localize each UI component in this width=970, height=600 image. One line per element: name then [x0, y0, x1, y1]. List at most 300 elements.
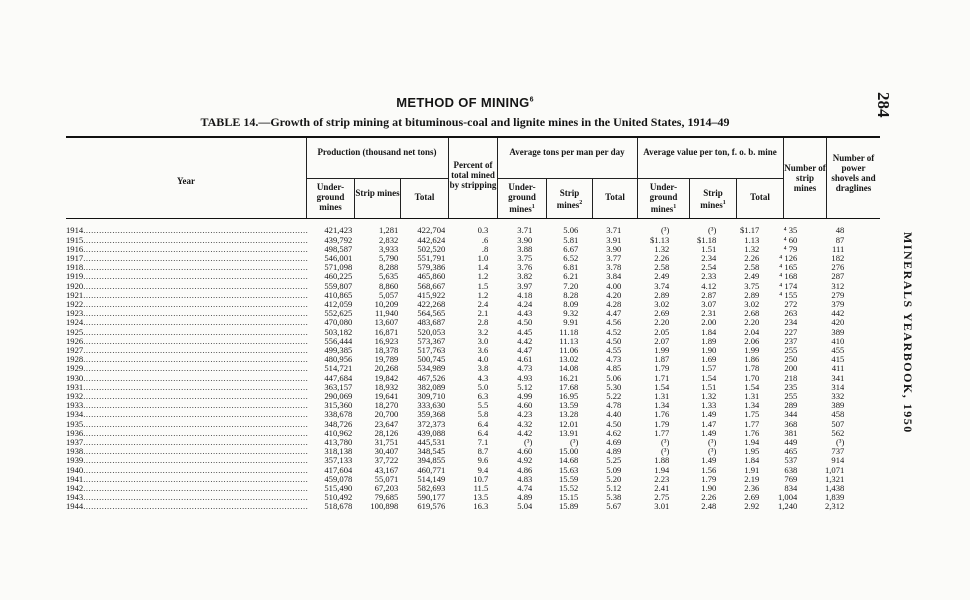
avg-value-total-cell: 2.69: [744, 493, 760, 502]
strip-mine-count-cell: 381: [784, 429, 798, 438]
dot-leader: .....................................................................................: [83, 484, 309, 493]
strip-mine-count-cell: 255: [784, 392, 798, 401]
strip-mine-count-cell: 237: [784, 337, 798, 346]
strip-production-cell: 16,871: [374, 327, 399, 337]
total-production-cell: 517,763: [417, 346, 446, 355]
dot-leader: .....................................................................................: [83, 235, 309, 245]
header-val-strip: Strip mines$^1$: [700, 188, 726, 210]
footnote-mark: 1: [531, 204, 535, 210]
total-production-cell: 394,855: [417, 456, 446, 465]
header-underground: Under-ground mines: [316, 182, 345, 212]
avg-tons-total-cell: 4.85: [606, 364, 622, 373]
total-production-cell: 442,624: [417, 235, 446, 245]
avg-value-underground-cell: 2.20: [654, 318, 670, 327]
shovel-count-cell: 507: [831, 419, 845, 429]
table-row: [66, 300, 844, 309]
year-cell: [66, 309, 308, 318]
percent-stripping-cell: 3.8: [477, 364, 489, 373]
avg-tons-underground-cell: 4.42: [517, 337, 533, 346]
year-label: 1926: [66, 337, 84, 346]
avg-tons-total-cell: 4.73: [606, 355, 622, 364]
avg-tons-total-cell: 5.25: [606, 456, 622, 465]
percent-stripping-cell: 3.6: [477, 346, 489, 355]
strip-production-cell: 3,933: [378, 245, 399, 254]
table-row: [66, 456, 844, 465]
avg-value-total-cell: 2.04: [744, 327, 760, 337]
shovel-count-cell: 1,071: [824, 465, 845, 475]
avg-tons-underground-cell: 4.73: [517, 364, 533, 373]
avg-value-underground-cell: 1.99: [654, 346, 670, 355]
strip-mine-count-cell: 272: [784, 300, 798, 309]
strip-production-cell: 8,288: [378, 263, 399, 272]
table-row: [66, 263, 844, 272]
avg-tons-underground-cell: 4.60: [517, 401, 533, 410]
table-row: [66, 245, 844, 254]
avg-value-strip-cell: 1.49: [701, 410, 717, 419]
avg-tons-strip-cell: 12.01: [558, 419, 579, 429]
strip-production-cell: 100,898: [370, 502, 399, 511]
underground-production-cell: 460,225: [324, 272, 353, 281]
table-row: [66, 364, 844, 373]
percent-stripping-cell: .6: [481, 235, 489, 245]
avg-tons-underground-cell: 3.88: [517, 245, 533, 254]
shovel-count-cell: 458: [831, 410, 845, 419]
header-val-total: Total: [750, 192, 770, 202]
group-rule: [497, 178, 783, 179]
avg-tons-strip-cell: 15.00: [558, 447, 579, 456]
header-val-underground: Under-ground mines$^1$: [649, 182, 678, 214]
avg-tons-total-cell: 4.89: [606, 447, 622, 456]
year-label: 1924: [66, 318, 84, 327]
year-cell: [66, 373, 308, 383]
avg-tons-underground-cell: 4.47: [517, 346, 533, 355]
underground-production-cell: 290,069: [324, 392, 353, 401]
strip-production-cell: 18,378: [374, 346, 399, 355]
underground-production-cell: 552,625: [324, 309, 353, 318]
shovel-count-cell: 389: [831, 327, 845, 337]
avg-value-strip-cell: 2.54: [701, 263, 717, 272]
year-label: 1934: [66, 410, 84, 419]
percent-stripping-cell: 1.2: [477, 272, 489, 281]
strip-mine-count-cell: ⁴ 165: [779, 263, 798, 272]
year-cell: [66, 318, 308, 327]
strip-mine-count-cell: ⁴ 60: [783, 235, 798, 245]
year-label: 1931: [66, 383, 84, 392]
underground-production-cell: 556,444: [324, 337, 353, 346]
footnote-mark: 1: [722, 200, 726, 206]
avg-value-total-cell: 2.49: [744, 272, 760, 281]
avg-tons-underground-cell: 3.76: [517, 263, 533, 272]
avg-tons-total-cell: 5.12: [606, 484, 622, 493]
avg-tons-strip-cell: 13.02: [558, 355, 579, 364]
avg-tons-total-cell: 5.06: [606, 373, 622, 383]
table-row: [66, 254, 844, 263]
year-cell: [66, 346, 308, 355]
avg-value-underground-cell: 1.87: [654, 355, 670, 364]
avg-tons-total-cell: 4.50: [606, 337, 622, 346]
table-row: [66, 309, 844, 318]
shovel-count-cell: 737: [831, 447, 845, 456]
avg-tons-strip-cell: 8.28: [563, 291, 579, 300]
shovel-count-cell: 420: [831, 318, 845, 327]
strip-mine-count-cell: 769: [784, 475, 798, 484]
percent-stripping-cell: 1.5: [477, 281, 489, 291]
year-cell: [66, 401, 308, 410]
underground-production-cell: 515,490: [324, 484, 353, 493]
percent-stripping-cell: 5.0: [477, 383, 489, 392]
year-cell: [66, 327, 308, 337]
header-avg-underground: Under-ground mines$^1$: [508, 182, 536, 214]
percent-stripping-cell: 1.0: [477, 254, 489, 263]
underground-production-cell: 514,721: [324, 364, 353, 373]
shovel-count-cell: 2,312: [824, 502, 845, 511]
strip-production-cell: 30,407: [374, 447, 399, 456]
total-production-cell: 590,177: [417, 493, 446, 502]
year-label: 1916: [66, 245, 84, 254]
total-production-cell: 372,373: [417, 419, 446, 429]
underground-production-cell: 421,423: [324, 226, 353, 235]
total-production-cell: 579,386: [417, 263, 446, 272]
shovel-count-cell: 442: [831, 309, 845, 318]
shovel-count-cell: 341: [831, 373, 845, 383]
table-row: [66, 373, 844, 383]
avg-tons-total-cell: 4.78: [606, 401, 622, 410]
total-production-cell: 348,545: [417, 447, 446, 456]
underground-production-cell: 459,078: [324, 475, 353, 484]
strip-production-cell: 5,057: [378, 291, 399, 300]
strip-mine-count-cell: 263: [784, 309, 798, 318]
avg-tons-strip-cell: 14.08: [558, 364, 579, 373]
avg-value-strip-cell: 1.90: [701, 346, 717, 355]
underground-production-cell: 338,678: [324, 410, 353, 419]
strip-mine-count-cell: 235: [784, 383, 798, 392]
avg-value-total-cell: 1.99: [744, 346, 760, 355]
year-cell: [66, 447, 308, 456]
avg-value-strip-cell: 2.26: [701, 493, 717, 502]
shovel-count-cell: 332: [831, 392, 845, 401]
percent-stripping-cell: 9.4: [477, 465, 489, 475]
dot-leader: .....................................................................................: [83, 465, 309, 475]
year-cell: [66, 475, 308, 484]
strip-production-cell: 67,203: [374, 484, 399, 493]
strip-mine-count-cell: 638: [784, 465, 798, 475]
avg-tons-total-cell: 5.20: [606, 475, 622, 484]
avg-value-strip-cell: 1.69: [701, 355, 717, 364]
avg-value-strip-cell: 1.49: [701, 429, 717, 438]
dot-leader: .....................................................................................: [83, 373, 309, 383]
avg-value-underground-cell: 3.74: [654, 281, 670, 291]
underground-production-cell: 498,587: [324, 245, 353, 254]
strip-mine-count-cell: 449: [784, 438, 798, 447]
underground-production-cell: 571,098: [324, 263, 353, 272]
running-head: MINERALS YEARBOOK, 1950: [901, 232, 915, 434]
year-label: 1941: [66, 475, 84, 484]
year-label: 1921: [66, 291, 84, 300]
year-cell: [66, 355, 308, 364]
avg-value-strip-cell: 1.54: [701, 373, 717, 383]
header-total: Total: [414, 192, 435, 202]
avg-tons-total-cell: 3.84: [606, 272, 622, 281]
year-label: 1914: [66, 226, 84, 235]
avg-value-total-cell: 2.26: [744, 254, 760, 263]
year-label: 1938: [66, 447, 84, 456]
avg-tons-strip-cell: 13.91: [558, 429, 579, 438]
percent-stripping-cell: 8.7: [477, 447, 489, 456]
avg-value-total-cell: 1.77: [744, 419, 760, 429]
avg-tons-total-cell: 3.90: [606, 245, 622, 254]
year-label: 1919: [66, 272, 84, 281]
table-row: [66, 465, 844, 475]
dot-leader: .....................................................................................: [83, 281, 309, 291]
year-cell: [66, 410, 308, 419]
avg-tons-underground-cell: 4.50: [517, 318, 533, 327]
avg-value-total-cell: 1.34: [744, 401, 760, 410]
percent-stripping-cell: 1.2: [477, 291, 489, 300]
table-row: [66, 318, 844, 327]
year-cell: [66, 419, 308, 429]
year-label: 1927: [66, 346, 84, 355]
avg-value-underground-cell: 2.89: [654, 291, 670, 300]
underground-production-cell: 546,001: [324, 254, 353, 263]
avg-value-underground-cell: 2.69: [654, 309, 670, 318]
avg-value-total-cell: 1.75: [744, 410, 760, 419]
percent-stripping-cell: 11.5: [473, 484, 489, 493]
avg-value-underground-cell: 2.49: [654, 272, 670, 281]
strip-mine-count-cell: 234: [784, 318, 798, 327]
dot-leader: .....................................................................................: [83, 438, 309, 447]
year-cell: [66, 235, 308, 245]
avg-value-total-cell: 1.86: [744, 355, 760, 364]
strip-production-cell: 13,607: [374, 318, 399, 327]
avg-tons-strip-cell: 13.28: [558, 410, 579, 419]
total-production-cell: 382,089: [417, 383, 446, 392]
shovel-count-cell: 1,321: [824, 475, 845, 484]
strip-mine-count-cell: ⁴ 174: [779, 281, 798, 291]
underground-production-cell: 518,678: [324, 502, 353, 511]
footnote-mark: 2: [579, 200, 583, 206]
strip-mine-count-cell: 250: [784, 355, 798, 364]
avg-tons-total-cell: 4.56: [606, 318, 622, 327]
strip-production-cell: 43,167: [374, 465, 399, 475]
underground-production-cell: 412,059: [324, 300, 353, 309]
year-cell: [66, 245, 308, 254]
avg-value-underground-cell: 2.23: [654, 475, 670, 484]
avg-value-total-cell: 1.91: [744, 465, 760, 475]
shovel-count-cell: 48: [835, 226, 845, 235]
shovel-count-cell: 914: [831, 456, 845, 465]
table-row: [66, 438, 844, 447]
percent-stripping-cell: 5.5: [477, 401, 489, 410]
avg-tons-underground-cell: 4.32: [517, 419, 533, 429]
underground-production-cell: 499,385: [324, 346, 353, 355]
avg-value-underground-cell: 3.02: [654, 300, 670, 309]
strip-production-cell: 18,270: [374, 401, 399, 410]
percent-stripping-cell: 13.5: [473, 493, 489, 502]
year-cell: [66, 456, 308, 465]
year-label: 1932: [66, 392, 84, 401]
dot-leader: .....................................................................................: [83, 447, 309, 456]
strip-mine-count-cell: 537: [784, 456, 798, 465]
shovel-count-cell: 389: [831, 401, 845, 410]
header-avg-total: Total: [605, 192, 625, 202]
avg-tons-underground-cell: 5.04: [517, 502, 533, 511]
avg-tons-underground-cell: 4.24: [517, 300, 533, 309]
avg-value-strip-cell: 1.57: [701, 364, 717, 373]
dot-leader: .....................................................................................: [83, 419, 309, 429]
avg-tons-strip-cell: 15.59: [558, 475, 579, 484]
avg-tons-underground-cell: 4.89: [517, 493, 533, 502]
strip-production-cell: 37,722: [374, 456, 399, 465]
avg-value-strip-cell: 1.84: [701, 327, 717, 337]
avg-tons-total-cell: 3.77: [606, 254, 622, 263]
avg-value-underground-cell: $1.13: [649, 235, 670, 245]
top-rule: [66, 136, 880, 138]
avg-tons-strip-cell: 11.18: [559, 327, 579, 337]
underground-production-cell: 315,360: [324, 401, 353, 410]
avg-tons-strip-cell: 15.52: [558, 484, 579, 493]
avg-value-total-cell: 2.89: [744, 291, 760, 300]
avg-tons-strip-cell: 16.95: [558, 392, 579, 401]
avg-value-strip-cell: (³): [708, 447, 717, 456]
total-production-cell: 422,704: [417, 226, 446, 235]
avg-value-underground-cell: 3.01: [654, 502, 670, 511]
avg-tons-total-cell: 5.38: [606, 493, 622, 502]
shovel-count-cell: 1,839: [824, 493, 845, 502]
avg-tons-total-cell: 5.30: [606, 383, 622, 392]
table-row: [66, 383, 844, 392]
year-label: 1937: [66, 438, 84, 447]
avg-value-total-cell: 2.58: [744, 263, 760, 272]
percent-stripping-cell: .8: [481, 245, 489, 254]
underground-production-cell: 357,133: [324, 456, 353, 465]
avg-value-total-cell: 3.75: [744, 281, 760, 291]
total-production-cell: 415,922: [417, 291, 446, 300]
table-row: [66, 475, 844, 484]
year-label: 1915: [66, 235, 84, 245]
underground-production-cell: 318,138: [324, 447, 353, 456]
avg-tons-underground-cell: 3.71: [517, 226, 533, 235]
avg-value-total-cell: 2.68: [744, 309, 760, 318]
dot-leader: .....................................................................................: [83, 300, 309, 309]
strip-production-cell: 19,842: [374, 373, 399, 383]
table-row: [66, 410, 844, 419]
dot-leader: .....................................................................................: [83, 226, 309, 235]
data-table: [66, 226, 844, 511]
avg-value-strip-cell: $1.18: [696, 235, 717, 245]
table-row: [66, 327, 844, 337]
avg-value-underground-cell: 1.76: [654, 410, 670, 419]
shovel-count-cell: 182: [831, 254, 845, 263]
strip-mine-count-cell: 289: [784, 401, 798, 410]
strip-mine-count-cell: 227: [784, 327, 798, 337]
dot-leader: .....................................................................................: [83, 364, 309, 373]
avg-value-underground-cell: 2.58: [654, 263, 670, 272]
strip-mine-count-cell: 1,240: [777, 502, 798, 511]
dot-leader: .....................................................................................: [83, 318, 309, 327]
shovel-count-cell: 312: [831, 281, 845, 291]
strip-production-cell: 55,071: [374, 475, 399, 484]
strip-production-cell: 28,126: [374, 429, 399, 438]
avg-tons-strip-cell: (³): [570, 438, 579, 447]
avg-value-total-cell: 1.13: [744, 235, 760, 245]
year-cell: [66, 300, 308, 309]
avg-value-strip-cell: 1.32: [701, 392, 717, 401]
year-label: 1929: [66, 364, 84, 373]
avg-tons-total-cell: 3.91: [606, 235, 622, 245]
avg-tons-total-cell: 4.69: [606, 438, 622, 447]
strip-mine-count-cell: ⁴ 126: [779, 254, 798, 263]
avg-tons-underground-cell: 3.90: [517, 235, 533, 245]
avg-tons-underground-cell: 3.75: [517, 254, 533, 263]
underground-production-cell: 470,080: [324, 318, 353, 327]
year-label: 1925: [66, 327, 84, 337]
dot-leader: .....................................................................................: [83, 337, 309, 346]
avg-tons-underground-cell: (³): [524, 438, 533, 447]
year-cell: [66, 291, 308, 300]
year-cell: [66, 337, 308, 346]
avg-value-strip-cell: 2.34: [701, 254, 717, 263]
table-row: [66, 281, 844, 291]
avg-value-total-cell: 1.54: [744, 383, 760, 392]
avg-value-total-cell: 1.94: [744, 438, 760, 447]
percent-stripping-cell: 2.4: [477, 300, 489, 309]
avg-tons-strip-cell: 6.52: [563, 254, 579, 263]
table-row: [66, 484, 844, 493]
avg-value-underground-cell: 1.34: [654, 401, 670, 410]
shovel-count-cell: 276: [831, 263, 845, 272]
dot-leader: .....................................................................................: [83, 346, 309, 355]
avg-value-underground-cell: (³): [661, 438, 670, 447]
avg-value-total-cell: 2.36: [744, 484, 760, 493]
percent-stripping-cell: 9.6: [477, 456, 489, 465]
percent-stripping-cell: 6.4: [477, 429, 489, 438]
avg-value-strip-cell: (³): [708, 226, 717, 235]
avg-value-strip-cell: 1.33: [701, 401, 717, 410]
avg-value-underground-cell: 2.75: [654, 493, 670, 502]
avg-value-underground-cell: 1.77: [654, 429, 670, 438]
table-row: [66, 502, 844, 511]
header-year: Year: [177, 176, 195, 186]
avg-value-strip-cell: 1.79: [701, 475, 717, 484]
avg-value-underground-cell: 1.94: [654, 465, 670, 475]
total-production-cell: 520,053: [417, 327, 446, 337]
strip-production-cell: 18,932: [374, 383, 399, 392]
strip-mine-count-cell: 218: [784, 373, 798, 383]
avg-tons-underground-cell: 3.82: [517, 272, 533, 281]
year-label: 1930: [66, 373, 84, 383]
avg-tons-strip-cell: 13.59: [558, 401, 579, 410]
avg-tons-strip-cell: 11.13: [559, 337, 579, 346]
avg-value-strip-cell: 3.07: [701, 300, 717, 309]
strip-production-cell: 16,923: [374, 337, 399, 346]
year-cell: [66, 438, 308, 447]
strip-production-cell: 10,209: [374, 300, 399, 309]
header-avg-strip: Strip mines$^2$: [556, 188, 583, 210]
avg-value-total-cell: 1.95: [744, 447, 760, 456]
avg-tons-strip-cell: 14.68: [558, 456, 579, 465]
year-label: 1935: [66, 419, 84, 429]
total-production-cell: 502,520: [417, 245, 446, 254]
total-production-cell: 551,791: [417, 254, 446, 263]
total-production-cell: 465,860: [417, 272, 446, 281]
header-avg-value: Average value per ton, f. o. b. mine: [643, 147, 777, 157]
underground-production-cell: 413,780: [324, 438, 353, 447]
strip-production-cell: 8,860: [378, 281, 399, 291]
strip-production-cell: 20,268: [374, 364, 399, 373]
percent-stripping-cell: 4.3: [477, 373, 489, 383]
avg-value-strip-cell: (³): [708, 438, 717, 447]
avg-value-strip-cell: 2.00: [701, 318, 717, 327]
